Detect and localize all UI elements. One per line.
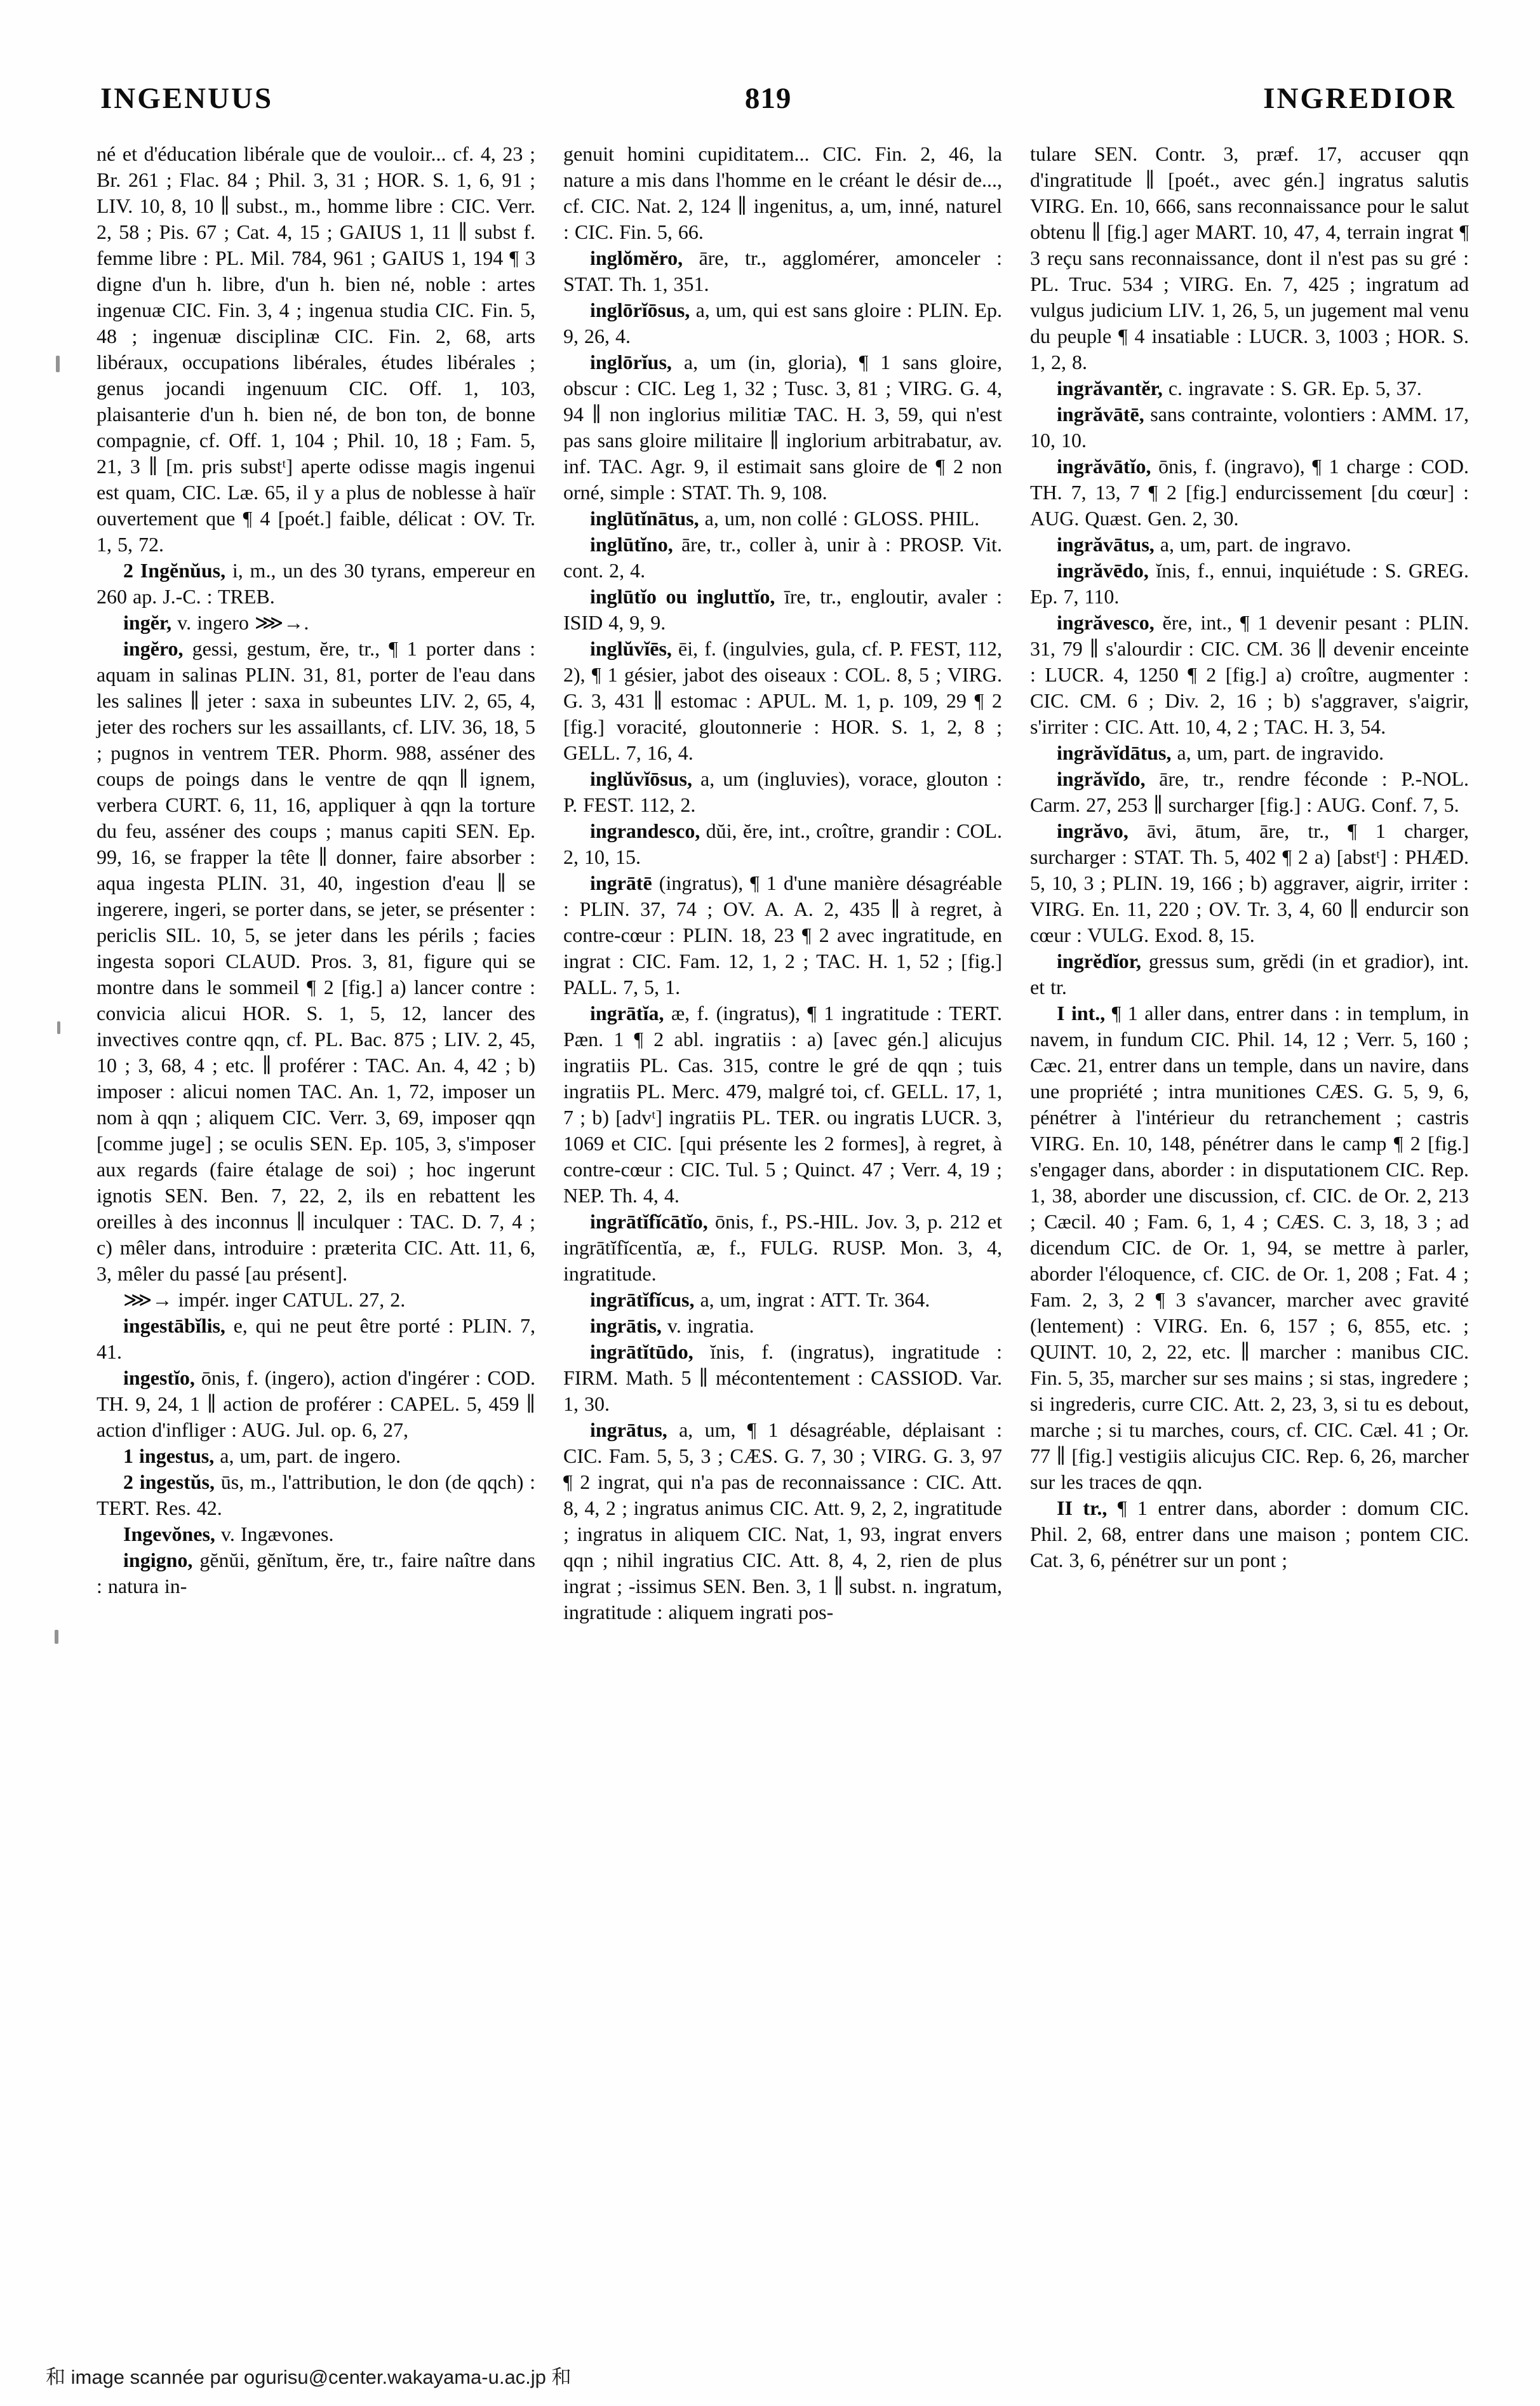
entry-headword: ingrăvĭdātus, (1057, 741, 1172, 764)
dictionary-entry: ingrātis, v. ingratia. (590, 1314, 754, 1337)
running-head-right-word: INGREDIOR (1263, 82, 1456, 115)
dictionary-entry: inglŭvĭōsus, a, um (ingluvies), vorace, glouton : P. FEST. 112, 2. (563, 767, 1002, 816)
dictionary-entry: inglŭvĭēs, ēi, f. (ingulvies, gula, cf. P. FEST, 112, 2), ¶ 1 gésier, jabot des oiseaux : COL. 8, 5 ; VIRG. G. 3, 431 ∥ estomac : APUL. M. 1, p. 109, 29 ¶ 2 [fig.] voracité, gloutonnerie : HOR. S. 1, 2, 8 ; GELL. 7, 16, 4. (563, 637, 1002, 764)
entry-headword: ingrĕdĭor, (1057, 950, 1142, 972)
entry-continuation: tulare SEN. Contr. 3, præf. 17, accuser qqn d'ingratitude ∥ [poét., avec gén.] ingratus salutis VIRG. En. 10, 666, sans reconnaissance pour le salut obtenu ∥ [fig.] ager MART. 10, 47, 4, terrain ingrat ¶ 3 reçu sans reconnaissance, dont il n'est pas su gré : PL. Truc. 534 ; VIRG. En. 7, 425 ; ingratum ad vulgus judicium LIV. 1, 26, 5, un jugement mal venu du peuple ¶ 4 insatiable : LUCR. 3, 1003 ; HOR. S. 1, 2, 8. (1030, 142, 1469, 373)
dictionary-entry: ingrātus, a, um, ¶ 1 désagréable, déplaisant : CIC. Fam. 5, 5, 3 ; CÆS. G. 7, 30 ; VIRG. G. 3, 97 ¶ 2 ingrat, qui n'a pas de reconnaissance : CIC. Att. 8, 4, 2 ; ingratus animus CIC. Att. 9, 2, 2, ingratitude ; ingratus in aliquem CIC. Nat, 1, 93, ingrat envers qqn ; nihil ingratius CIC. Att. 8, 4, 2, rien de plus ingrat ; -issimus SEN. Ben. 3, 1 ∥ subst. n. ingratum, ingratitude : aliquem ingrati pos- (563, 1418, 1002, 1623)
entry-headword: ingĕr, (123, 611, 172, 634)
dictionary-columns (0, 116, 1540, 1625)
entry-headword: ingrăvātē, (1057, 403, 1144, 426)
entry-headword: ingrăvēdo, (1057, 559, 1149, 582)
dictionary-entry: inglūtĭno, āre, tr., coller à, unir à : PROSP. Vit. cont. 2, 4. (563, 533, 1002, 582)
running-head (0, 0, 1540, 116)
dictionary-entry: 1 ingestus, a, um, part. de ingero. (123, 1444, 401, 1467)
entry-headword: I int., (1057, 1002, 1106, 1025)
dictionary-entry: inglŏmĕro, āre, tr., agglomérer, amonceler : STAT. Th. 1, 351. (563, 246, 1002, 295)
entry-headword: ingrăvesco, (1057, 611, 1155, 634)
dictionary-entry: inglōrĭōsus, a, um, qui est sans gloire : PLIN. Ep. 9, 26, 4. (563, 299, 1002, 347)
dictionary-entry: inglūtĭo ou ingluttĭo, īre, tr., engloutir, avaler : ISID 4, 9, 9. (563, 585, 1003, 634)
entry-headword: 2 ingestŭs, (123, 1470, 215, 1493)
dictionary-entry: ingĕro, gessi, gestum, ĕre, tr., ¶ 1 porter dans : aquam in salinas PLIN. 31, 81, porter de l'eau dans les salines ∥ jeter : saxa in subeuntes LIV. 2, 65, 4, jeter des rochers sur les assaillants, cf. LIV. 36, 18, 5 ; pugnos in ventrem TER. Phorm. 988, asséner des coups de poings dans le ventre de qqn ∥ ignem, verbera CURT. 6, 11, 16, appliquer à qqn la torture du feu, asséner des coups ; manus capiti SEN. Ep. 99, 16, se frapper la tête ∥ donner, faire absorber : aqua ingesta PLIN. 31, 40, ingestion d'eau ∥ se ingerere, ingeri, se porter dans, se jeter, se présenter : periclis SIL. 10, 5, se jeter dans les périls ; facies ingesta sopori CLAUD. Pros. 3, 81, figure qui se montre dans le sommeil ¶ 2 [fig.] a) lancer contre : convicia alicui HOR. S. 1, 5, 12, lancer des invectives contre qqn, cf. PL. Bac. 875 ; LIV. 2, 45, 10 ; 3, 68, 4 ; etc. ∥ proférer : TAC. An. 4, 42 ; b) imposer : alicui nomen TAC. An. 1, 72, imposer un nom à qqn ; aliquem CIC. Verr. 3, 69, imposer qqn [comme juge] ; se oculis SEN. Ep. 105, 3, s'imposer aux regards (faire étalage de soi) ; hoc ingerunt ignotis SEN. Ben. 7, 22, 2, ils en rebattent les oreilles à des inconnus ∥ inculquer : TAC. D. 7, 4 ; c) mêler dans, introduire : præterita CIC. Att. 11, 6, 3, mêler du passé [au présent]. (97, 637, 535, 1285)
dictionary-entry: ingrātĭfĭcātĭo, ōnis, f., PS.-HIL. Jov. 3, p. 212 et ingrātĭfĭcentĭa, æ, f., FULG. RUSP. Mon. 3, 4, ingratitude. (563, 1210, 1002, 1285)
dictionary-entry: II tr., ¶ 1 entrer dans, aborder : domum CIC. Phil. 2, 68, entrer dans une maison ; pontem CIC. Cat. 3, 6, pénétrer sur un pont ; (1030, 1496, 1470, 1571)
dictionary-entry: 2 ingestŭs, ūs, m., l'attribution, le don (de qqch) : TERT. Res. 42. (97, 1470, 536, 1519)
scan-credit-line (46, 2361, 572, 2389)
dictionary-entry: ingrăvantĕr, c. ingravate : S. GR. Ep. 5, 37. (1057, 377, 1422, 400)
entry-headword: inglŏmĕro, (590, 246, 683, 269)
entry-headword: inglŭvĭēs, (590, 637, 672, 660)
dictionary-entry: ingrăvĭdātus, a, um, part. de ingravido. (1057, 741, 1384, 764)
entry-headword: ingrātus, (590, 1418, 667, 1441)
dictionary-entry: ingrăvesco, ĕre, int., ¶ 1 devenir pesant : PLIN. 31, 79 ∥ s'alourdir : CIC. CM. 36 ∥ devenir enceinte : LUCR. 4, 1250 ¶ 2 [fig.] a) croître, augmenter : CIC. CM. 6 ; Div. 2, 16 ; b) s'aggraver, s'aigrir, s'irriter : CIC. Att. 10, 4, 2 ; TAC. H. 3, 54. (1030, 611, 1469, 738)
entry-headword: ingrăvĭdo, (1057, 767, 1146, 790)
scan-artifact (55, 1630, 58, 1644)
dictionary-entry: Ingevŏnes, v. Ingævones. (123, 1522, 334, 1545)
entry-headword: ingrandesco, (590, 819, 700, 842)
entry-headword: ingrātē (590, 871, 652, 894)
dictionary-entry: ingigno, gĕnŭi, gĕnĭtum, ĕre, tr., faire naître dans : natura in- (97, 1549, 535, 1597)
dictionary-entry: ingestĭo, ōnis, f. (ingero), action d'ingérer : COD. TH. 9, 24, 1 ∥ action de proférer : CAPEL. 5, 459 ∥ action d'infliger : AUG. Jul. op. 6, 27, (97, 1366, 535, 1441)
entry-headword: ingestĭo, (123, 1366, 195, 1389)
dictionary-entry: ingrăvo, āvi, ātum, āre, tr., ¶ 1 charger, surcharger : STAT. Th. 5, 402 ¶ 2 a) [abstᵗ] : PHÆD. 5, 10, 3 ; PLIN. 19, 166 ; b) aggraver, aigrir, irriter : VIRG. En. 11, 220 ; OV. Tr. 3, 4, 60 ∥ endurcir son cœur : VULG. Exod. 8, 15. (1030, 819, 1469, 946)
dictionary-entry: ingrātē (ingratus), ¶ 1 d'une manière désagréable : PLIN. 37, 74 ; OV. A. A. 2, 435 ∥ à regret, à contre-cœur : PLIN. 18, 23 ¶ 2 avec ingratitude, en ingrat : CIC. Fam. 12, 1, 2 ; TAC. H. 1, 52 ; [fig.] PALL. 7, 5, 1. (563, 871, 1002, 998)
dictionary-entry: ingrăvātē, sans contrainte, volontiers : AMM. 17, 10, 10. (1030, 403, 1469, 452)
dictionary-entry: ingrandesco, dŭi, ĕre, int., croître, grandir : COL. 2, 10, 15. (563, 819, 1002, 868)
entry-headword: inglūtĭnātus, (590, 507, 699, 530)
entry-headword: ingrăvātus, (1057, 533, 1155, 556)
dictionary-entry: ingrātĭa, æ, f. (ingratus), ¶ 1 ingratitude : TERT. Pæn. 1 ¶ 2 abl. ingratiis : a) [avec gén.] alicujus ingratiis PL. Cas. 315, contre le gré de qqn ; tuis ingratiis PL. Merc. 479, malgré toi, cf. GELL. 17, 1, 7 ; b) [advᵗ] ingratiis PL. TER. ou ingratis LUCR. 3, 1069 et CIC. [qui présente les 2 formes], à regret, à contre-cœur : CIC. Tul. 5 ; Quinct. 47 ; Verr. 4, 19 ; NEP. Th. 4, 4. (563, 1002, 1002, 1207)
dictionary-entry: ingrĕdĭor, gressus sum, grĕdi (in et gradior), int. et tr. (1030, 950, 1469, 998)
entry-headword: ingigno, (123, 1549, 193, 1571)
entry-headword: ingestābĭlis, (123, 1314, 225, 1337)
entry-continuation: ⋙→ impér. inger CATUL. 27, 2. (123, 1288, 406, 1311)
dictionary-entry: ingrātĭtūdo, ĭnis, f. (ingratus), ingratitude : FIRM. Math. 5 ∥ mécontentement : CASSIOD. Var. 1, 30. (563, 1340, 1002, 1415)
entry-headword: inglōrĭus, (590, 351, 672, 373)
entry-headword: ingrātĭfĭcātĭo, (590, 1210, 708, 1233)
entry-headword: inglōrĭōsus, (590, 299, 690, 321)
column-3 (1030, 141, 1469, 1625)
scan-artifact (56, 356, 60, 372)
entry-headword: ingrātĭa, (590, 1002, 664, 1025)
running-head-left-word: INGENUUS (100, 82, 274, 115)
entry-headword: II tr., (1057, 1496, 1108, 1519)
entry-headword: 2 Ingĕnŭus, (123, 559, 226, 582)
entry-headword: ingrăvo, (1057, 819, 1128, 842)
entry-headword: inglūtĭno, (590, 533, 673, 556)
dictionary-entry: ingrātĭfĭcus, a, um, ingrat : ATT. Tr. 364. (590, 1288, 930, 1311)
entry-headword: ingĕro, (123, 637, 184, 660)
entry-headword: inglūtĭo ou ingluttĭo, (590, 585, 775, 608)
scan-credit-text: 和 image scannée par ogurisu@center.wakayama-u.ac.jp 和 (46, 2366, 572, 2388)
entry-headword: ingrātis, (590, 1314, 662, 1337)
dictionary-entry: ingrăvēdo, ĭnis, f., ennui, inquiétude : S. GREG. Ep. 7, 110. (1030, 559, 1469, 608)
entry-headword: ingrātĭtūdo, (590, 1340, 693, 1363)
dictionary-entry: I int., ¶ 1 aller dans, entrer dans : in templum, in navem, in fundum CIC. Phil. 14, 12 ; Verr. 5, 160 ; Cæc. 21, entrer dans un temple, dans un navire, dans une propriété ; intra munitiones CÆS. G. 5, 9, 6, pénétrer à l'intérieur du retranchement ; castris VIRG. En. 10, 148, pénétrer dans le camp ¶ 2 [fig.] s'engager dans, aborder : in disputationem CIC. Rep. 1, 38, aborder une discussion, cf. CIC. de Or. 2, 213 ; Cæcil. 40 ; Fam. 6, 1, 4 ; CÆS. C. 3, 18, 3 ; ad dicendum CIC. de Or. 1, 94, se mettre à parler, aborder l'éloquence, cf. CIC. de Or. 1, 208 ; Fat. 4 ; Fam. 2, 3, 2 ¶ 3 s'avancer, marcher avec gravité (lentement) : VIRG. En. 6, 157 ; 6, 855, etc. ; QUINT. 10, 2, 22, etc. ∥ marcher : manibus CIC. Fin. 5, 35, marcher sur ses mains ; si stas, ingredere ; si ingrederis, curre CIC. Att. 2, 23, 3, si tu es debout, marche ; si tu marches, cours, cf. CIC. Cæl. 41 ; Or. 77 ∥ [fig.] vestigiis alicujus CIC. Rep. 6, 26, marcher sur les traces de qqn. (1030, 1002, 1469, 1493)
entry-headword: ingrăvātĭo, (1057, 455, 1151, 478)
entry-headword: inglŭvĭōsus, (590, 767, 692, 790)
dictionary-entry: inglōrĭus, a, um (in, gloria), ¶ 1 sans gloire, obscur : CIC. Leg 1, 32 ; Tusc. 3, 81 ; VIRG. G. 4, 94 ∥ non inglorius militiæ TAC. H. 3, 59, qui n'est pas sans gloire militaire ∥ inglorium arbitrabatur, av. inf. TAC. Agr. 9, il estimait sans gloire de ¶ 2 non orné, simple : STAT. Th. 9, 108. (563, 351, 1002, 504)
entry-headword: ingrātĭfĭcus, (590, 1288, 695, 1311)
page-number: 819 (744, 82, 792, 115)
dictionary-entry: ingrăvātus, a, um, part. de ingravo. (1057, 533, 1351, 556)
entry-headword: ingrăvantĕr, (1057, 377, 1163, 400)
dictionary-entry: ingrăvātĭo, ōnis, f. (ingravo), ¶ 1 charge : COD. TH. 7, 13, 7 ¶ 2 [fig.] endurcissement [du cœur] : AUG. Quæst. Gen. 2, 30. (1030, 455, 1469, 530)
entry-continuation: né et d'éducation libérale que de vouloir... cf. 4, 23 ; Br. 261 ; Flac. 84 ; Phil. 3, 31 ; HOR. S. 1, 6, 91 ; LIV. 10, 8, 10 ∥ subst., m., homme libre : CIC. Verr. 2, 58 ; Pis. 67 ; Cat. 4, 15 ; GAIUS 1, 11 ∥ subst f. femme libre : PL. Mil. 784, 961 ; GAIUS 1, 194 ¶ 3 digne d'un h. libre, d'un h. bien né, noble : artes ingenuæ CIC. Fin. 3, 4 ; ingenua studia CIC. Fin. 5, 48 ; ingenuæ disciplinæ CIC. Fin. 2, 68, arts libéraux, occupations libérales, études libérales ; genus jocandi ingenuum CIC. Off. 1, 103, plaisanterie d'un h. bien né, de bon ton, de bonne compagnie, cf. Off. 1, 104 ; Phil. 10, 18 ; Fam. 5, 21, 3 ∥ [m. pris substᵗ] aperte odisse magis ingenui est quam, CIC. Læ. 65, il y a plus de noblesse à haïr ouvertement que ¶ 4 [poét.] faible, délicat : OV. Tr. 1, 5, 72. (97, 142, 535, 556)
dictionary-entry: ingrăvĭdo, āre, tr., rendre féconde : P.-NOL. Carm. 27, 253 ∥ surcharger [fig.] : AUG. Conf. 7, 5. (1030, 767, 1469, 816)
entry-continuation: genuit homini cupiditatem... CIC. Fin. 2, 46, la nature a mis dans l'homme en le créant le désir de..., cf. CIC. Nat. 2, 124 ∥ ingenitus, a, um, inné, naturel : CIC. Fin. 5, 66. (563, 142, 1002, 243)
dictionary-entry: ingestābĭlis, e, qui ne peut être porté : PLIN. 7, 41. (97, 1314, 535, 1363)
dictionary-entry: ingĕr, v. ingero ⋙→. (123, 611, 309, 634)
entry-headword: 1 ingestus, (123, 1444, 215, 1467)
entry-headword: Ingevŏnes, (123, 1522, 215, 1545)
column-2 (563, 141, 1002, 1625)
scan-artifact (57, 1021, 60, 1034)
dictionary-entry: inglūtĭnātus, a, um, non collé : GLOSS. PHIL. (590, 507, 980, 530)
column-1 (97, 141, 535, 1625)
dictionary-entry: 2 Ingĕnŭus, i, m., un des 30 tyrans, empereur en 260 ap. J.-C. : TREB. (97, 559, 536, 608)
